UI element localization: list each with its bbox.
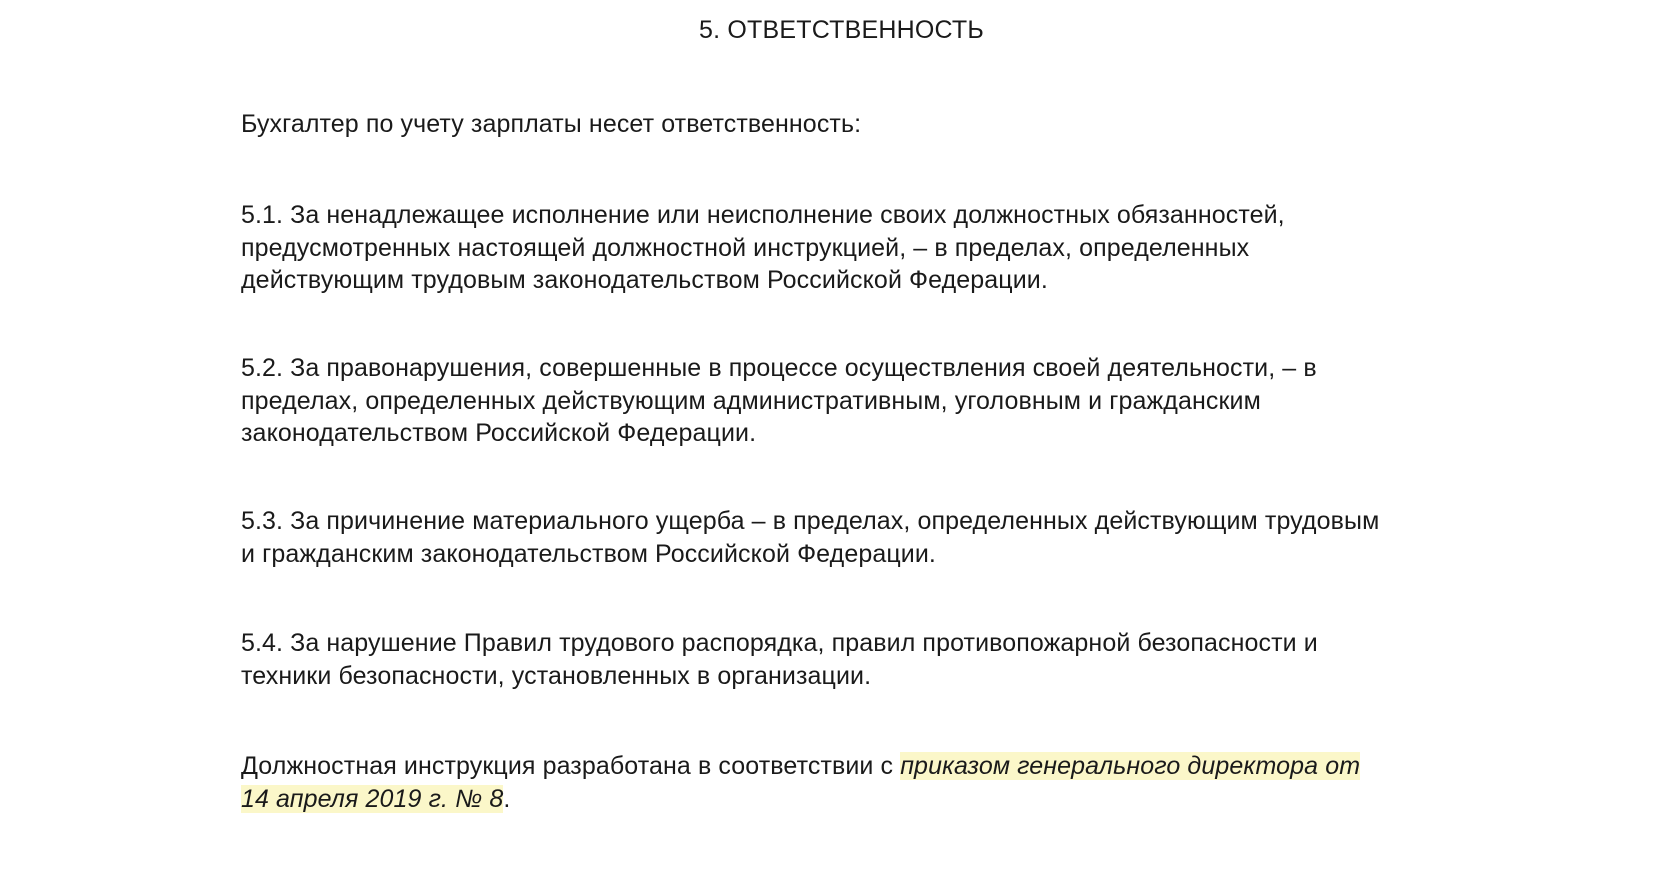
closing-period: . (503, 784, 511, 813)
clause-line: 5.1. За ненадлежащее исполнение или неисполнение своих должностных обязанностей, (241, 201, 1285, 229)
clause-line: действующим трудовым законодательством Российской Федерации. (241, 266, 1048, 294)
clause-5-3 (241, 505, 1541, 570)
order-reference-highlight: приказом генерального директора от (900, 752, 1361, 780)
clause-line: 5.4. За нарушение Правил трудового распорядка, правил противопожарной безопасности и (241, 629, 1318, 657)
closing-plain-text: Должностная инструкция разработана в соответствии с (241, 752, 901, 780)
clause-5-4 (241, 627, 1541, 692)
clause-line: предусмотренных настоящей должностной инструкцией, – в пределах, определенных (241, 233, 1250, 262)
closing-paragraph (241, 750, 1541, 815)
order-date-highlight: 14 апреля 2019 г. № 8 (241, 784, 504, 813)
clause-line: законодательством Российской Федерации. (241, 419, 757, 447)
clause-line: 5.3. За причинение материального ущерба – в пределах, определенных действующим трудовым (241, 507, 1380, 535)
closing-line-1 (241, 750, 1541, 783)
closing-line-2 (241, 783, 1541, 816)
clause-line: 5.2. За правонарушения, совершенные в процессе осуществления своей деятельности, – в (241, 354, 1317, 382)
clause-5-1 (241, 199, 1541, 297)
clause-5-2 (241, 352, 1541, 450)
intro-text: Бухгалтер по учету зарплаты несет ответственность: (241, 110, 862, 138)
intro-paragraph (241, 108, 1541, 141)
clause-line: техники безопасности, установленных в организации. (241, 661, 872, 690)
clause-line: и гражданским законодательством Российской Федерации. (241, 539, 936, 568)
section-heading: 5. ОТВЕТСТВЕННОСТЬ (698, 16, 985, 44)
clause-line: пределах, определенных действующим административным, уголовным и гражданским (241, 386, 1261, 415)
